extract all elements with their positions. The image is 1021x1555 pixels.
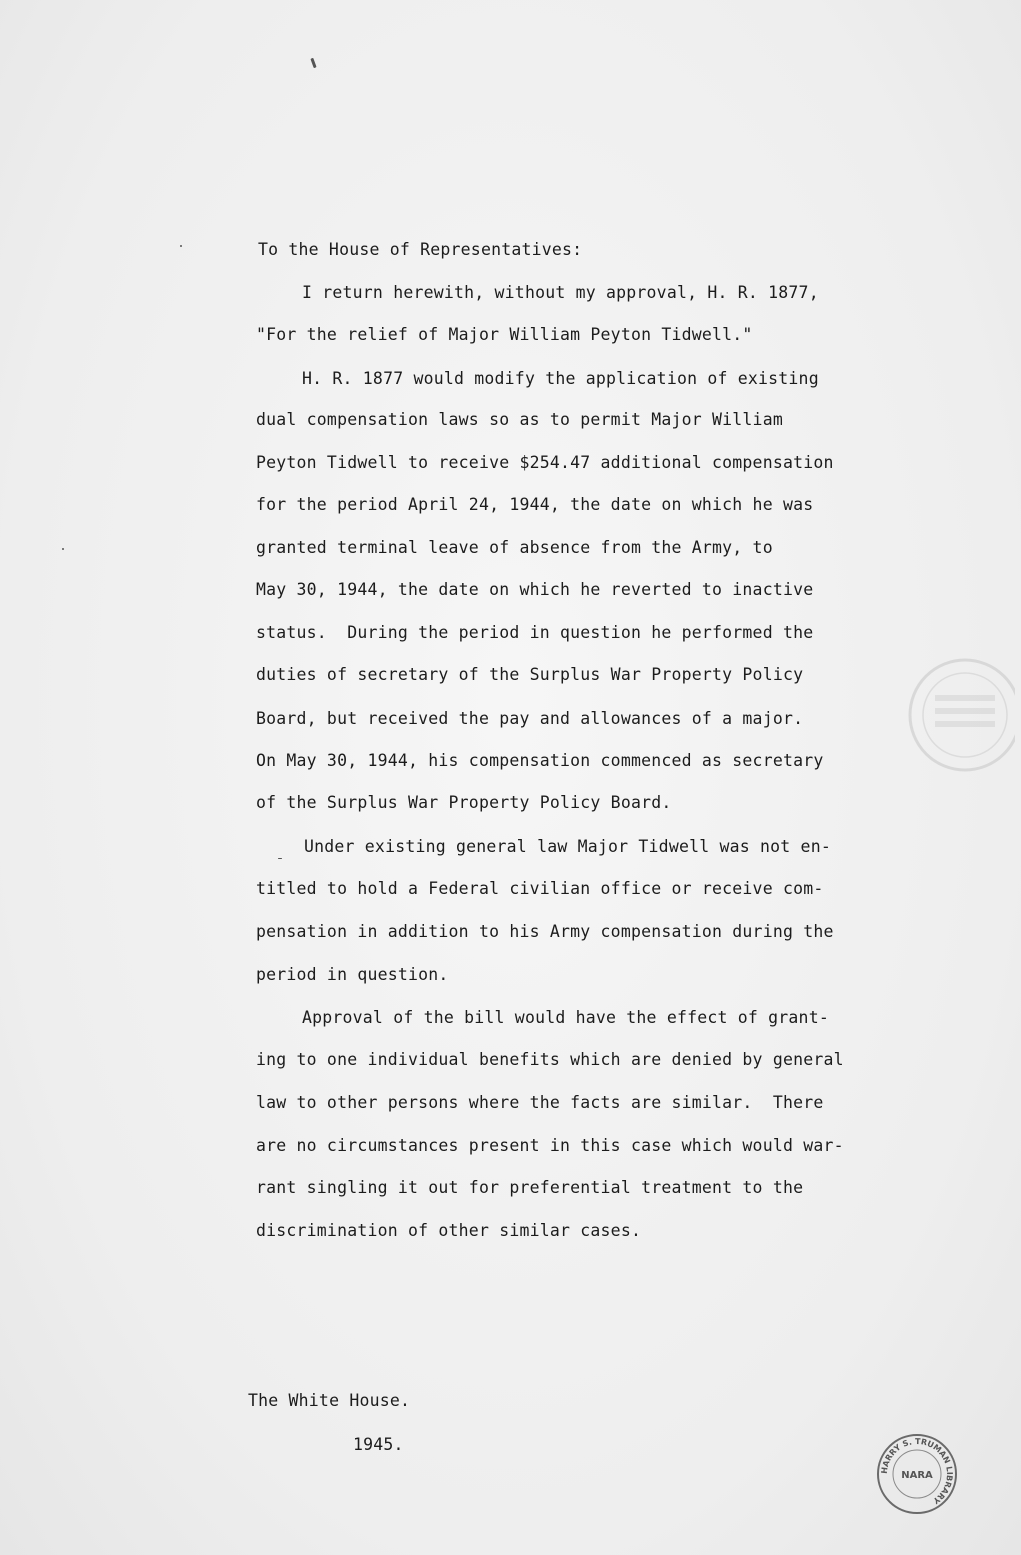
scan-speck bbox=[278, 858, 282, 859]
paragraph-1-line-1: I return herewith, without my approval, H. R. 1877, bbox=[302, 283, 819, 302]
paragraph-4-line-2: ing to one individual benefits which are denied by general bbox=[256, 1050, 844, 1069]
scan-speck bbox=[310, 58, 316, 68]
paragraph-2-line-3: Peyton Tidwell to receive $254.47 additional compensation bbox=[256, 453, 834, 472]
paragraph-3-line-4: period in question. bbox=[256, 965, 449, 984]
paragraph-2-line-4: for the period April 24, 1944, the date on which he was bbox=[256, 495, 814, 514]
truman-library-stamp bbox=[876, 1433, 958, 1515]
scan-speck bbox=[62, 548, 64, 550]
paragraph-2-line-2: dual compensation laws so as to permit Major William bbox=[256, 410, 783, 429]
salutation: To the House of Representatives: bbox=[258, 240, 583, 259]
paragraph-2-line-10: On May 30, 1944, his compensation commenced as secretary bbox=[256, 751, 824, 770]
paragraph-1-line-2: "For the relief of Major William Peyton Tidwell." bbox=[256, 325, 753, 344]
paragraph-3-line-1: Under existing general law Major Tidwell was not en- bbox=[304, 837, 831, 856]
stamp-ring-text: HARRY S. TRUMAN LIBRARY bbox=[879, 1436, 955, 1506]
stamp-nara-label: NARA bbox=[901, 1470, 933, 1481]
paragraph-2-line-6: May 30, 1944, the date on which he reverted to inactive bbox=[256, 580, 814, 599]
paragraph-4-line-4: are no circumstances present in this case which would war- bbox=[256, 1136, 844, 1155]
paragraph-4-line-1: Approval of the bill would have the effect of grant- bbox=[302, 1008, 829, 1027]
date-year: 1945. bbox=[353, 1435, 404, 1454]
paragraph-2-line-7: status. During the period in question he performed the bbox=[256, 623, 814, 642]
paragraph-4-line-5: rant singling it out for preferential treatment to the bbox=[256, 1178, 804, 1197]
paragraph-2-line-1: H. R. 1877 would modify the application of existing bbox=[302, 369, 819, 388]
paragraph-2-line-11: of the Surplus War Property Policy Board. bbox=[256, 793, 672, 812]
paragraph-3-line-3: pensation in addition to his Army compensation during the bbox=[256, 922, 834, 941]
faint-seal-mark bbox=[905, 650, 1015, 780]
paragraph-2-line-8: duties of secretary of the Surplus War Property Policy bbox=[256, 665, 804, 684]
paragraph-2-line-5: granted terminal leave of absence from the Army, to bbox=[256, 538, 773, 557]
paragraph-4-line-6: discrimination of other similar cases. bbox=[256, 1221, 642, 1240]
paragraph-4-line-3: law to other persons where the facts are similar. There bbox=[256, 1093, 824, 1112]
paragraph-3-line-2: titled to hold a Federal civilian office or receive com- bbox=[256, 879, 824, 898]
closing-white-house: The White House. bbox=[248, 1391, 411, 1410]
paragraph-2-line-9: Board, but received the pay and allowances of a major. bbox=[256, 709, 804, 728]
scan-speck bbox=[180, 245, 182, 247]
